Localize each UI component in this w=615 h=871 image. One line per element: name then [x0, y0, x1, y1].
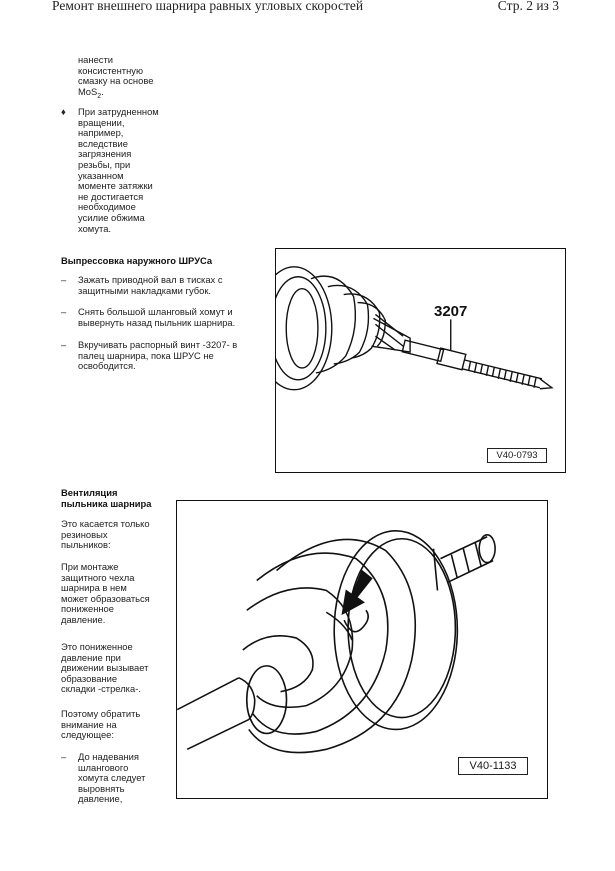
page-number: Стр. 2 из 3 [497, 0, 559, 13]
step-screw-in: – Вкручивать распорный винт -3207- в палец шарнира, пока ШРУС не освободится. [61, 339, 238, 372]
paragraph-rubber-boots: Это касается только резиновых пыльников: [61, 518, 150, 551]
cv-joint-with-tool-illustration [276, 249, 565, 472]
step-clamp-shaft: – Зажать приводной вал в тисках с защитными накладками губок. [61, 274, 223, 296]
paragraph-low-pressure: При монтаже защитного чехла шарнира в нем может образоваться пониженное давление. [61, 561, 150, 625]
paragraph-fold-arrow: Это пониженное давление при движении вызывает образование складки -стрелка-. [61, 641, 149, 695]
tool-number-label: 3207 [434, 303, 468, 320]
figure-boot-fold [176, 500, 548, 799]
cv-boot-fold-illustration [177, 501, 547, 798]
figure-code-badge: V40-0793 [487, 448, 547, 463]
bullet-marker: ♦ [61, 106, 66, 117]
figure-code-badge: V40-1133 [458, 757, 528, 775]
step-remove-clamp: – Снять большой шланговый хомут и вывернуть назад пыльник шарнира. [61, 306, 236, 328]
section-heading-pressing-out: Выпрессовка наружного ШРУСа [61, 255, 213, 266]
step-equalize-pressure: – До надевания шлангового хомута следует выровнять давление, [61, 751, 146, 805]
tight-rotation-note: ♦ При затрудненном вращении, например, вследствие загрязнения резьбы, при указанном моменте затяжки не достигается необходимое усилие обжима хомута. [61, 106, 159, 234]
paragraph-note-following: Поэтому обратить внимание на следующее: [61, 708, 141, 741]
grease-note: нанести консистентную смазку на основе MoS$_2$. [78, 54, 154, 100]
document-title: Ремонт внешнего шарнира равных угловых скоростей [52, 0, 364, 13]
section-heading-boot-venting: Вентиляция пыльника шарнира [61, 487, 152, 509]
figure-spreader-screw [275, 248, 566, 473]
